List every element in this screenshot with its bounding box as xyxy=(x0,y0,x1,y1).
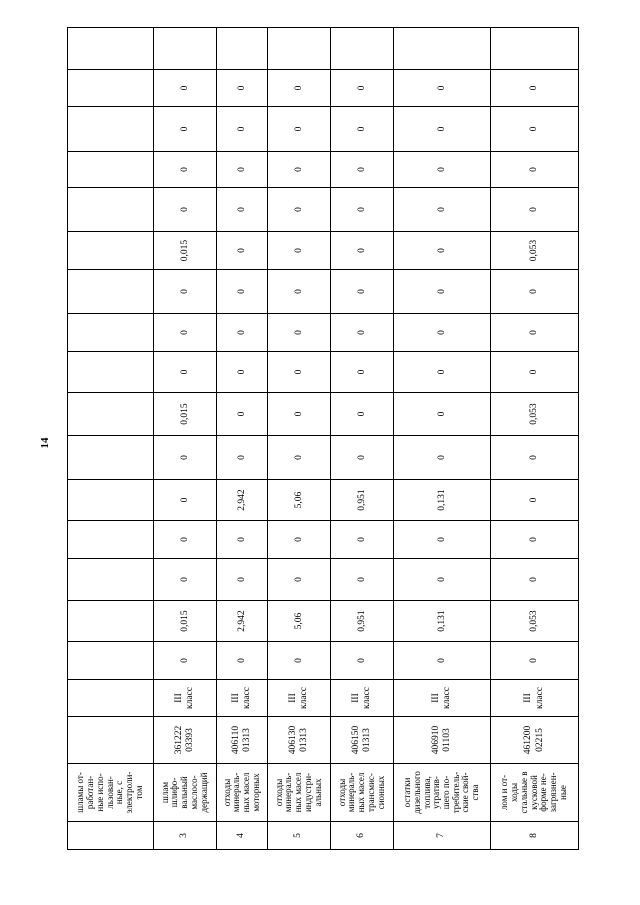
empty-cell xyxy=(68,393,154,436)
waste-name-cell-line: электроли- xyxy=(124,771,135,814)
waste-name-cell xyxy=(217,764,268,822)
hazard-class-cell xyxy=(491,680,579,717)
hazard-class-cell-line: III xyxy=(350,693,361,703)
hazard-class-cell-line: III xyxy=(430,693,441,703)
waste-name-cell-line: льзован- xyxy=(104,776,115,809)
value-cell: 0 xyxy=(217,393,268,436)
value-cell: 0 xyxy=(331,152,394,188)
waste-name-cell-line: индустри- xyxy=(302,772,313,813)
value-cell: 0 xyxy=(491,314,579,352)
waste-name-cell xyxy=(268,764,331,822)
value-cell: 0 xyxy=(268,436,331,480)
value-cell: 0 xyxy=(331,521,394,559)
waste-code-cell-line: 01313 xyxy=(242,728,252,752)
table-row-continuation xyxy=(68,28,154,850)
waste-code-cell-line: 361222 xyxy=(173,725,184,755)
empty-cell xyxy=(68,188,154,232)
table-row xyxy=(217,28,268,850)
value-cell: 0 xyxy=(268,70,331,107)
waste-name-cell-line: топлива, xyxy=(421,776,432,809)
value-cell: 0 xyxy=(491,559,579,601)
value-cell: 0 xyxy=(491,188,579,232)
empty-cell xyxy=(268,28,331,70)
waste-name-cell-line: минераль- xyxy=(283,772,294,813)
empty-cell xyxy=(154,28,217,70)
waste-name-cell xyxy=(68,764,154,822)
value-cell: 0 xyxy=(394,70,491,107)
value-cell: 0 xyxy=(217,642,268,680)
page-number: 14 xyxy=(39,437,51,449)
empty-cell xyxy=(68,28,154,70)
empty-cell xyxy=(68,152,154,188)
value-cell: 0 xyxy=(217,107,268,152)
row-number-cell: 4 xyxy=(217,822,268,850)
empty-cell xyxy=(68,436,154,480)
value-cell: 0 xyxy=(331,107,394,152)
row-number-cell: 8 xyxy=(491,822,579,850)
waste-name-cell-line: сионных xyxy=(375,775,386,810)
waste-name-cell xyxy=(331,764,394,822)
value-cell: 0 xyxy=(331,393,394,436)
table-row xyxy=(394,28,491,850)
value-cell: 0 xyxy=(394,188,491,232)
value-cell: 0 xyxy=(331,70,394,107)
value-cell: 0 xyxy=(331,436,394,480)
hazard-class-cell-line: класс xyxy=(299,687,309,710)
value-cell: 0 xyxy=(268,232,331,270)
value-cell: 0 xyxy=(154,521,217,559)
empty-cell xyxy=(68,270,154,314)
waste-name-cell-line: ские свой- xyxy=(460,772,471,813)
value-cell: 0 xyxy=(394,152,491,188)
value-cell: 0 xyxy=(491,352,579,393)
waste-code-cell-line: 03393 xyxy=(185,728,195,752)
hazard-class-cell-line: III xyxy=(287,693,298,703)
value-cell: 0 xyxy=(331,270,394,314)
waste-code-cell xyxy=(217,717,268,764)
value-cell: 0,015 xyxy=(154,232,217,270)
rotated-table-wrapper xyxy=(67,28,578,850)
value-cell: 0 xyxy=(217,521,268,559)
value-cell: 0 xyxy=(394,270,491,314)
table-row xyxy=(331,28,394,850)
waste-name-cell-line: ных масел xyxy=(293,772,304,813)
value-cell: 0 xyxy=(154,352,217,393)
value-cell: 0 xyxy=(394,521,491,559)
value-cell: 0 xyxy=(491,642,579,680)
row-number-cell: 3 xyxy=(154,822,217,850)
row-number-cell: 7 xyxy=(394,822,491,850)
value-cell: 5,06 xyxy=(268,601,331,642)
hazard-class-cell xyxy=(268,680,331,717)
value-cell: 0,053 xyxy=(491,393,579,436)
value-cell: 0 xyxy=(154,642,217,680)
empty-cell xyxy=(331,28,394,70)
value-cell: 0 xyxy=(268,314,331,352)
value-cell: 0 xyxy=(491,480,579,521)
value-cell: 0 xyxy=(154,70,217,107)
empty-cell xyxy=(217,28,268,70)
value-cell: 0 xyxy=(268,352,331,393)
value-cell: 0 xyxy=(491,152,579,188)
table-row xyxy=(491,28,579,850)
empty-cell xyxy=(491,28,579,70)
value-cell: 0 xyxy=(154,559,217,601)
value-cell: 0 xyxy=(394,642,491,680)
waste-name-cell-line: дизельного xyxy=(411,771,422,814)
value-cell: 0 xyxy=(154,436,217,480)
value-cell: 0 xyxy=(331,188,394,232)
waste-code-cell xyxy=(491,717,579,764)
value-cell: 0 xyxy=(154,188,217,232)
waste-name-cell-line: работан- xyxy=(85,775,96,810)
value-cell: 0 xyxy=(268,559,331,601)
value-cell: 0 xyxy=(217,436,268,480)
waste-name-cell xyxy=(491,764,579,822)
empty-cell xyxy=(394,28,491,70)
waste-code-cell-line: 406130 xyxy=(287,725,298,755)
value-cell: 0 xyxy=(268,188,331,232)
value-cell: 0 xyxy=(154,107,217,152)
value-cell: 0 xyxy=(491,270,579,314)
waste-code-cell-line: 406110 xyxy=(230,725,241,755)
waste-name-cell-line: шлам xyxy=(159,781,170,804)
table-body xyxy=(68,28,579,850)
waste-balance-table xyxy=(67,27,579,850)
value-cell: 0 xyxy=(154,152,217,188)
waste-code-cell-line: 406910 xyxy=(430,725,441,755)
waste-code-cell-line: 01103 xyxy=(442,728,452,752)
waste-name-cell-line: отходы xyxy=(221,778,232,807)
hazard-class-cell-line: III xyxy=(173,693,184,703)
value-cell: 0 xyxy=(154,480,217,521)
hazard-class-cell xyxy=(394,680,491,717)
value-cell: 0 xyxy=(491,107,579,152)
waste-name-cell-line: моторных xyxy=(250,773,261,812)
waste-name-cell-line: ные xyxy=(557,785,568,800)
value-cell: 0 xyxy=(394,232,491,270)
value-cell: 0 xyxy=(268,270,331,314)
waste-name-cell-line: лом и от- xyxy=(499,774,510,811)
empty-cell xyxy=(68,314,154,352)
waste-name-cell-line: вальный xyxy=(179,776,190,809)
waste-name-cell-line: отходы xyxy=(273,778,284,807)
waste-name-cell-line: альных xyxy=(312,778,323,807)
value-cell: 0 xyxy=(331,232,394,270)
hazard-class-cell-line: III xyxy=(523,693,534,703)
waste-code-cell-line: 461200 xyxy=(523,725,534,755)
value-cell: 0 xyxy=(268,152,331,188)
table-row xyxy=(268,28,331,850)
row-number-cell xyxy=(68,822,154,850)
value-cell: 0 xyxy=(217,188,268,232)
waste-name-cell-line: ства xyxy=(470,784,481,801)
waste-code-cell xyxy=(154,717,217,764)
value-cell: 0,015 xyxy=(154,601,217,642)
empty-cell xyxy=(68,601,154,642)
waste-name-cell-line: ных масел xyxy=(356,772,367,813)
waste-name-cell-line: ные испо- xyxy=(94,773,105,812)
value-cell: 0 xyxy=(331,314,394,352)
value-cell: 0 xyxy=(217,352,268,393)
hazard-class-cell-line: класс xyxy=(362,687,372,710)
empty-cell xyxy=(68,480,154,521)
value-cell: 0,951 xyxy=(331,601,394,642)
empty-cell xyxy=(68,70,154,107)
empty-cell xyxy=(68,521,154,559)
hazard-class-cell-line: класс xyxy=(185,687,195,710)
value-cell: 0 xyxy=(394,559,491,601)
waste-name-cell-line: маслосо- xyxy=(188,775,199,810)
value-cell: 0 xyxy=(217,314,268,352)
waste-name-cell-line: шего по- xyxy=(441,775,451,810)
value-cell: 2,942 xyxy=(217,480,268,521)
value-cell: 0 xyxy=(331,352,394,393)
empty-cell xyxy=(68,107,154,152)
hazard-class-cell xyxy=(154,680,217,717)
hazard-class-cell-line: класс xyxy=(534,687,545,710)
waste-name-cell-line: шламы от- xyxy=(75,772,86,813)
waste-code-cell xyxy=(394,717,491,764)
value-cell: 0,053 xyxy=(491,232,579,270)
waste-code-cell xyxy=(268,717,331,764)
waste-name-cell-line: минераль- xyxy=(346,772,357,813)
value-cell: 0,951 xyxy=(331,480,394,521)
waste-code-cell-line: 02215 xyxy=(534,728,545,752)
value-cell: 0 xyxy=(394,314,491,352)
waste-name-cell-line: трансмис- xyxy=(365,773,376,812)
value-cell: 0 xyxy=(491,521,579,559)
value-cell: 0 xyxy=(217,270,268,314)
waste-code-cell-line: 01313 xyxy=(362,728,372,752)
waste-name-cell-line: кусковой xyxy=(528,775,539,810)
value-cell: 0 xyxy=(331,642,394,680)
empty-cell xyxy=(68,680,154,717)
waste-name-cell-line: остатки xyxy=(402,777,413,808)
waste-name-cell-line: утратив- xyxy=(431,776,442,809)
value-cell: 0 xyxy=(394,352,491,393)
waste-name-cell-line: ходы xyxy=(509,782,520,803)
value-cell: 0 xyxy=(217,152,268,188)
empty-cell xyxy=(68,642,154,680)
empty-cell xyxy=(68,559,154,601)
waste-name-cell-line: загрязнен- xyxy=(548,772,559,813)
value-cell: 0 xyxy=(394,393,491,436)
waste-name-cell-line: стальные в xyxy=(518,771,529,814)
waste-code-cell-line: 406150 xyxy=(350,725,361,755)
value-cell: 0 xyxy=(217,232,268,270)
value-cell: 0 xyxy=(154,314,217,352)
value-cell: 0,053 xyxy=(491,601,579,642)
value-cell: 0 xyxy=(217,70,268,107)
value-cell: 0,131 xyxy=(394,601,491,642)
waste-name-cell-line: держащий xyxy=(198,772,209,813)
hazard-class-cell-line: класс xyxy=(442,687,452,710)
waste-name-cell-line: ные, с xyxy=(114,780,125,805)
hazard-class-cell-line: III xyxy=(230,693,241,703)
value-cell: 0,015 xyxy=(154,393,217,436)
hazard-class-cell xyxy=(217,680,268,717)
value-cell: 0 xyxy=(268,521,331,559)
waste-code-cell xyxy=(331,717,394,764)
value-cell: 0 xyxy=(217,559,268,601)
empty-cell xyxy=(68,717,154,764)
waste-name-cell-line: форме не- xyxy=(538,773,549,812)
value-cell: 0 xyxy=(268,642,331,680)
waste-name-cell-line: минераль- xyxy=(231,772,242,813)
waste-name-cell-line: ных масел xyxy=(241,772,251,813)
value-cell: 0 xyxy=(331,559,394,601)
table-row xyxy=(154,28,217,850)
value-cell: 0 xyxy=(268,107,331,152)
hazard-class-cell-line: класс xyxy=(242,687,252,710)
value-cell: 0 xyxy=(268,393,331,436)
value-cell: 0 xyxy=(491,70,579,107)
waste-name-cell-line: требитель- xyxy=(450,771,461,814)
value-cell: 5,06 xyxy=(268,480,331,521)
value-cell: 0,131 xyxy=(394,480,491,521)
waste-name-cell-line: том xyxy=(133,785,144,800)
value-cell: 0 xyxy=(394,436,491,480)
row-number-cell: 5 xyxy=(268,822,331,850)
value-cell: 0 xyxy=(154,270,217,314)
value-cell: 2,942 xyxy=(217,601,268,642)
row-number-cell: 6 xyxy=(331,822,394,850)
waste-name-cell xyxy=(394,764,491,822)
waste-name-cell xyxy=(154,764,217,822)
waste-name-cell-line: шлифо- xyxy=(169,777,180,808)
waste-name-cell-line: отходы xyxy=(336,778,347,807)
value-cell: 0 xyxy=(491,436,579,480)
empty-cell xyxy=(68,232,154,270)
empty-cell xyxy=(68,352,154,393)
value-cell: 0 xyxy=(394,107,491,152)
hazard-class-cell xyxy=(331,680,394,717)
waste-code-cell-line: 01313 xyxy=(299,728,309,752)
